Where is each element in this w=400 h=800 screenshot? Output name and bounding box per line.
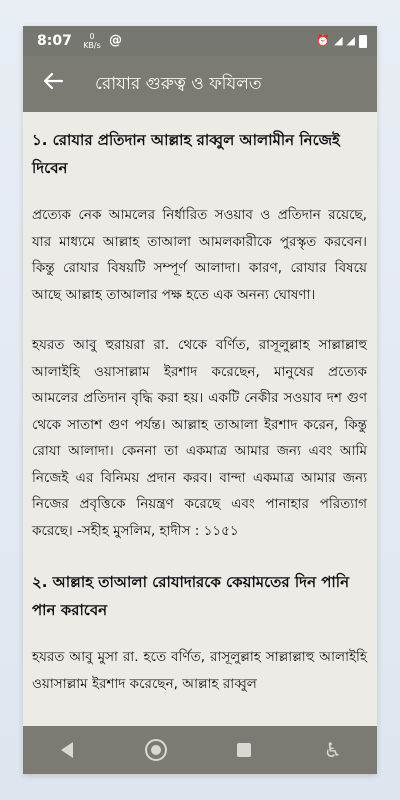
navigation-bar xyxy=(23,726,377,774)
status-time: 8:07 xyxy=(37,33,72,49)
status-icons-right xyxy=(316,26,367,56)
at-sign-icon: @ xyxy=(109,33,122,48)
section-paragraph: প্রত্যেক নেক আমলের নির্ধারিত সওয়াব ও প্রতিদান রয়েছে, যার মাধ্যমে আল্লাহ তাআলা আমলকারীকে পুরস্কৃত করবেন। কিন্তু রোযার বিষয়টি সম্পূর্ণ আলাদা। কারণ, রোযার বিষয়ে আছে আল্লাহ তাআলার পক্ষ হতে এক অনন্য ঘোষণা। xyxy=(32,207,367,303)
back-arrow-icon[interactable] xyxy=(39,70,67,98)
back-nav-icon[interactable] xyxy=(47,730,87,770)
section-heading: ২. আল্লাহ তাআলা রোযাদারকে কেয়ামতের দিন পানি পান করাবেন xyxy=(32,573,350,619)
home-icon[interactable] xyxy=(136,730,176,770)
section-paragraph: হযরত আবু মুসা রা. হতে বর্ণিত, রাসূলুল্লাহ সাল্লাল্লাহু আলাইহি ওয়াসাল্লাম ইরশাদ করেছেন, আল্লাহ রাব্বুল xyxy=(32,649,367,692)
page-title: রোযার গুরুত্ব ও ফযিলত xyxy=(95,74,262,94)
phone-screen xyxy=(23,26,377,774)
status-bar xyxy=(23,26,377,56)
battery-icon xyxy=(359,35,367,48)
recents-icon[interactable] xyxy=(224,730,264,770)
alarm-icon: ⏰ xyxy=(316,34,331,47)
data-speed-icon: 0 KB/s xyxy=(83,32,101,50)
app-bar xyxy=(23,56,377,112)
article-content[interactable] xyxy=(23,112,377,726)
accessibility-icon[interactable]: ♿ xyxy=(323,738,342,762)
section-paragraph: হযরত আবু হুরায়রা রা. থেকে বর্ণিত, রাসূলুল্লাহ সাল্লাল্লাহু আলাইহি ওয়াসাল্লাম ইরশাদ করেছেন, মানুষের প্রত্যেক আমলের প্রতিদান বৃদ্ধি করা হয়। একটি নেকীর সওয়াব দশ গুণ থেকে সাতাশ গুণ পর্যন্ত। আল্লাহ তাআলা ইরশাদ করেন, কিন্তু রোযা আলাদা। কেননা তা একমাত্র আমার জন্য এবং আমি নিজেই এর বিনিময় প্রদান করব। বান্দা একমাত্র আমার জন্য নিজের প্রবৃত্তিকে নিয়ন্ত্রণ করেছে এবং পানাহার পরিত্যাগ করেছে। -সহীহ মুসলিম, হাদীস : ১১৫১ xyxy=(32,337,367,539)
status-icons-left xyxy=(83,26,122,56)
signal-icon: ◢ xyxy=(334,34,343,47)
signal-icon: ◢ xyxy=(346,34,355,47)
section-heading: ১. রোযার প্রতিদান আল্লাহ রাব্বুল আলামীন নিজেই দিবেন xyxy=(32,131,340,177)
